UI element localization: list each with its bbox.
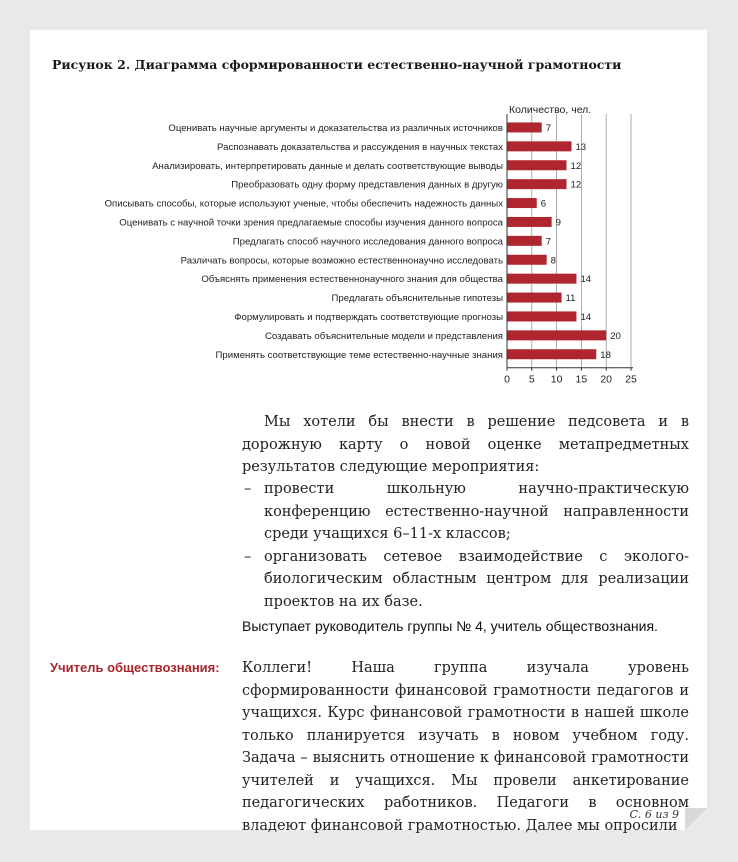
x-tick-label: 0 bbox=[504, 373, 510, 386]
category-label: Предлагать способ научного исследования данного вопроса bbox=[232, 236, 503, 248]
data-label: 18 bbox=[600, 349, 611, 361]
x-tick-label: 10 bbox=[550, 373, 563, 386]
bar bbox=[507, 349, 596, 359]
bar bbox=[507, 160, 567, 170]
data-label: 12 bbox=[570, 179, 582, 191]
bar bbox=[507, 293, 562, 303]
bar bbox=[507, 236, 542, 246]
axis-label: Количество, чел. bbox=[509, 104, 592, 116]
figure-title: Рисунок 2. Диаграмма сформированности естественно-научной грамотности bbox=[52, 57, 622, 72]
role-label: Учитель обществознания: bbox=[50, 660, 220, 675]
bar-chart bbox=[30, 30, 707, 386]
category-label: Оценивать с научной точки зрения предлагаемые способы изучения данного вопроса bbox=[119, 217, 503, 229]
category-label: Описывать способы, которые используют ученые, чтобы обеспечить надежность данных bbox=[104, 198, 503, 210]
page-curl-corner bbox=[685, 808, 707, 830]
x-tick-label: 5 bbox=[528, 373, 535, 386]
data-label: 8 bbox=[550, 255, 557, 267]
list-item: – провести школьную научно-практическую конференцию естественно-научной направленности среди учащихся 6–11-х классов; bbox=[242, 478, 689, 546]
bar bbox=[507, 311, 576, 321]
category-label: Объяснять применения естественнонаучного знания для общества bbox=[201, 274, 503, 286]
bar bbox=[507, 179, 567, 189]
x-tick-label: 15 bbox=[575, 373, 588, 386]
bar bbox=[507, 141, 571, 151]
data-label: 20 bbox=[610, 330, 621, 342]
category-label: Различать вопросы, которые возможно естественнонаучно исследовать bbox=[180, 255, 503, 267]
bar bbox=[507, 198, 537, 208]
category-label: Предлагать объяснительные гипотезы bbox=[331, 293, 503, 305]
document-page bbox=[30, 30, 707, 834]
measures-list bbox=[242, 478, 689, 613]
data-label: 14 bbox=[580, 311, 592, 323]
data-label: 14 bbox=[580, 274, 592, 286]
data-label: 7 bbox=[545, 236, 552, 248]
data-label: 13 bbox=[575, 141, 587, 153]
data-label: 6 bbox=[540, 198, 547, 210]
speaker-line: Выступает руководитель группы № 4, учитель обществознания. bbox=[242, 618, 658, 634]
data-label: 7 bbox=[545, 122, 552, 134]
category-label: Преобразовать одну форму представления данных в другую bbox=[231, 179, 503, 191]
list-item: – организовать сетевое взаимодействие с эколого-биологическим областным центром для реализации проектов на их базе. bbox=[242, 546, 689, 614]
list-marker: – bbox=[244, 481, 252, 497]
page-number: С. 6 из 9 bbox=[629, 808, 679, 821]
bar bbox=[507, 330, 606, 340]
category-label: Создавать объяснительные модели и представления bbox=[264, 330, 503, 342]
bar bbox=[507, 274, 576, 284]
bar bbox=[507, 255, 547, 265]
category-label: Применять соответствующие теме естественно-научные знания bbox=[215, 349, 503, 361]
paragraph-measures: Мы хотели бы внести в решение педсовета и в дорожную карту о новой оценке метапредметных результатов следующие мероприятия: bbox=[242, 414, 689, 475]
category-label: Распознавать доказательства и рассуждения в научных текстах bbox=[217, 141, 503, 153]
data-label: 9 bbox=[555, 217, 561, 229]
category-label: Формулировать и подтверждать соответствующие прогнозы bbox=[234, 311, 503, 323]
x-tick-label: 25 bbox=[625, 373, 637, 386]
x-tick-label: 20 bbox=[600, 373, 613, 386]
bar bbox=[507, 122, 542, 132]
category-label: Оценивать научные аргументы и доказательства из различных источников bbox=[168, 122, 503, 134]
list-marker: – bbox=[244, 548, 252, 565]
data-label: 12 bbox=[570, 160, 582, 172]
paragraph-speech: Коллеги! Наша группа изучала уровень сформированности финансовой грамотности педагогов и учащихся. Курс финансовой грамотности в нашей школе только планируется изучать в новом учебном году. Задача – выяснить отношение к финансовой грамотности учителей и учащихся. Мы провели анкетирование педагогических работников. Педагоги в основном владеют финансовой грамотностью. Далее мы опросили bbox=[242, 660, 689, 834]
data-label: 11 bbox=[565, 293, 576, 305]
category-label: Анализировать, интерпретировать данные и делать соответствующие выводы bbox=[152, 160, 503, 172]
bar bbox=[507, 217, 552, 227]
